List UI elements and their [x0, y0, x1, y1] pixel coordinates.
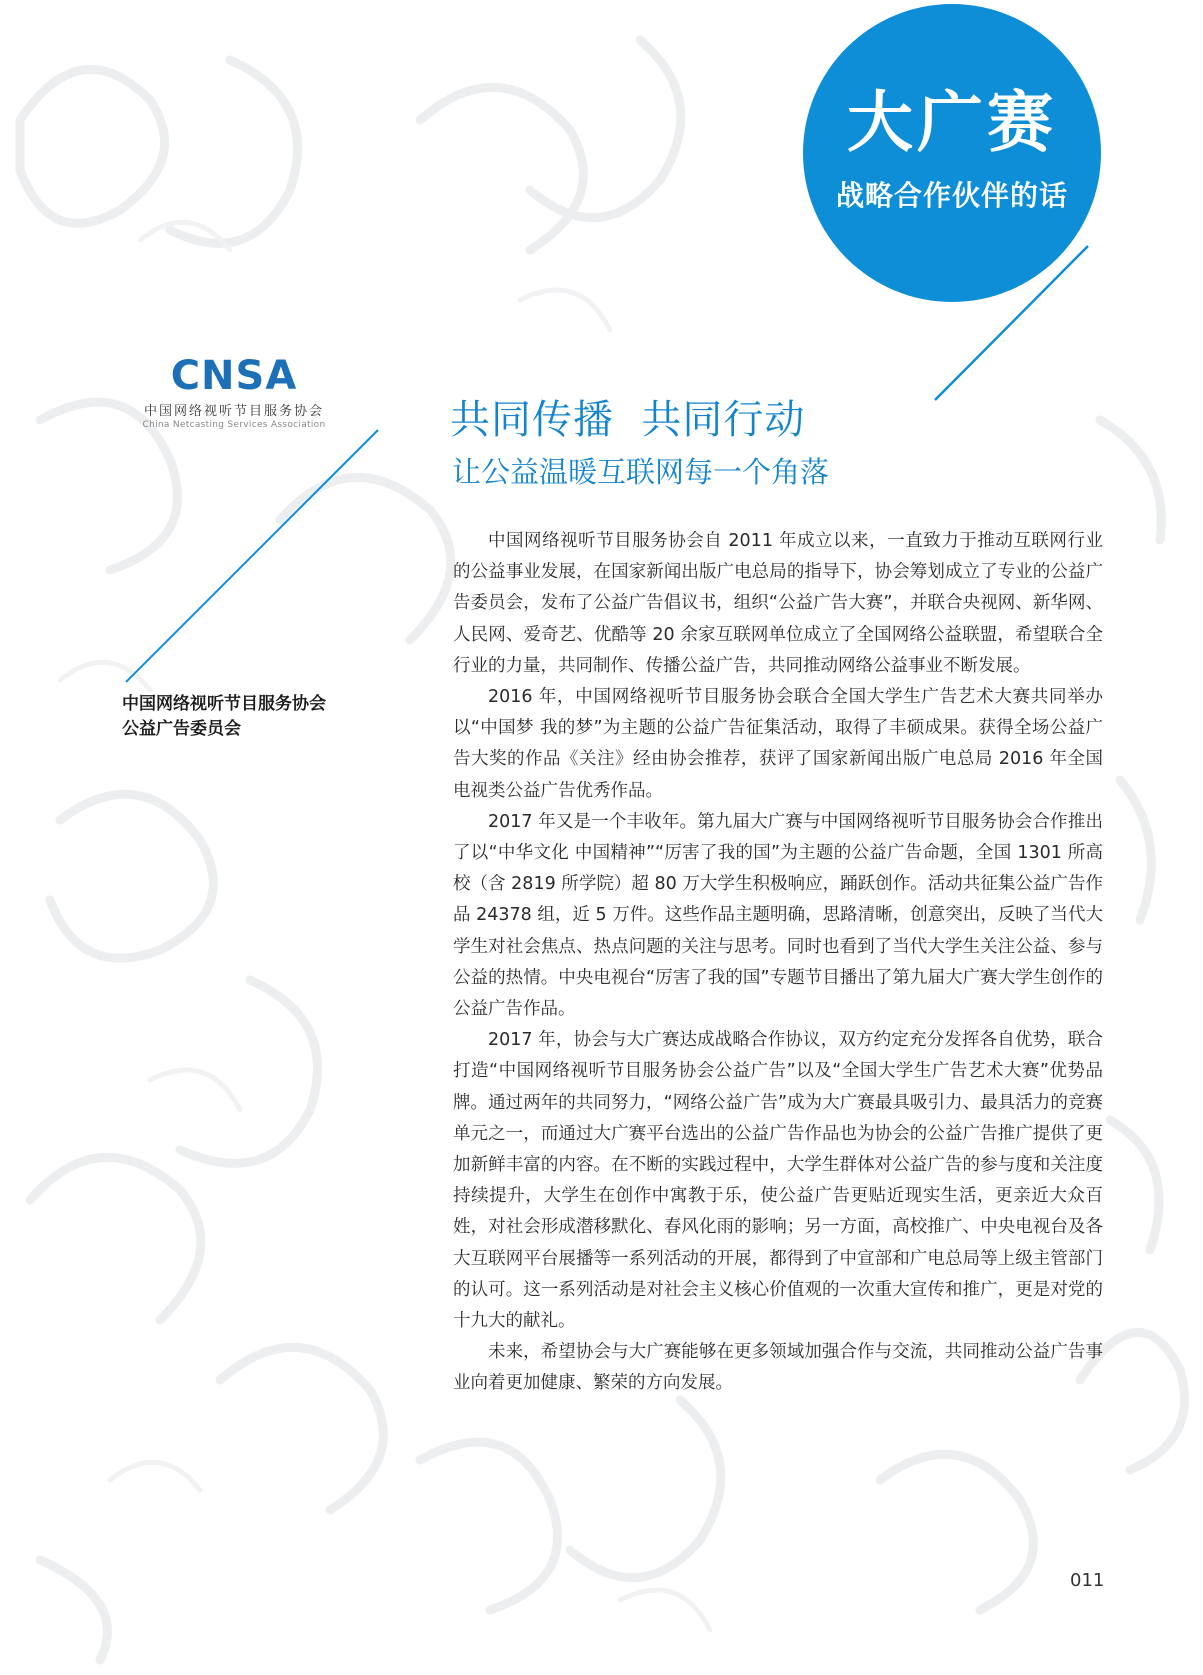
badge-subtitle: 战略合作伙伴的话 — [835, 179, 1068, 212]
paragraph: 中国网络视听节目服务协会自 2011 年成立以来，一直致力于推动互联网行业的公益事业发展，在国家新闻出版广电总局的指导下，协会筹划成立了专业的公益广告委员会，发布了公益广告倡议书，组织“公益广告大赛”，并联合央视网、新华网、人民网、爱奇艺、优酷等 20 余家互联网单位成立了全国网络公益联盟，希望联合全行业的力量，共同制作、传播公益广告，共同推动网络公益事业不断发展。 — [453, 531, 1103, 676]
org-line-1: 中国网络视听节目服务协会 — [122, 694, 326, 714]
paragraph: 2016 年，中国网络视听节目服务协会联合全国大学生广告艺术大赛共同举办以“中国梦 我的梦”为主题的公益广告征集活动，取得了丰硕成果。获得全场公益广告大奖的作品《关注》经由协会推荐，获评了国家新闻出版广电总局 2016 年全国电视类公益广告优秀作品。 — [453, 687, 1103, 801]
badge-title: 大广赛 — [847, 84, 1057, 161]
logo-mark: CNSA — [170, 353, 298, 399]
logo-name-en: China Netcasting Services Association — [142, 420, 326, 430]
logo-diagonal-line — [126, 430, 378, 682]
org-line-2: 公益广告委员会 — [122, 719, 241, 739]
section-badge — [803, 4, 1101, 302]
paragraph: 2017 年，协会与大广赛达成战略合作协议，双方约定充分发挥各自优势，联合打造“中国网络视听节目服务协会公益广告”以及“全国大学生广告艺术大赛”优势品牌。通过两年的共同努力，“网络公益广告”成为大广赛最具吸引力、最具活力的竞赛单元之一，而通过大广赛平台选出的公益广告作品也为协会的公益广告推广提供了更加新鲜丰富的内容。在不断的实践过程中，大学生群体对公益广告的参与度和关注度持续提升，大学生在创作中寓教于乐，使公益广告更贴近现实生活，更亲近大众百姓，对社会形成潜移默化、春风化雨的影响；另一方面，高校推广、中央电视台及各大互联网平台展播等一系列活动的开展，都得到了中宣部和广电总局等上级主管部门的认可。这一系列活动是对社会主义核心价值观的一次重大宣传和推广，更是对党的十九大的献礼。 — [453, 1030, 1103, 1332]
paragraph: 2017 年又是一个丰收年。第九届大广赛与中国网络视听节目服务协会合作推出了以“中华文化 中国精神”“厉害了我的国”为主题的公益广告命题，全国 1301 所高校（含 2819 所学院）超 80 万大学生积极响应，踊跃创作。活动共征集公益广告作品 24378 组，近 5 万件。这些作品主题明确，思路清晰，创意突出，反映了当代大学生对社会焦点、热点问题的关注与思考。同时也看到了当代大学生关注公益、参与公益的热情。中央电视台“厉害了我的国”专题节目播出了第九届大广赛大学生创作的公益广告作品。 — [453, 811, 1103, 1020]
article-body — [453, 526, 1103, 1400]
cnsa-logo — [118, 353, 350, 430]
article-headline: 共同传播 共同行动 — [450, 397, 806, 443]
paragraph: 未来，希望协会与大广赛能够在更多领域加强合作与交流，共同推动公益广告事业向着更加健康、繁荣的方向发展。 — [453, 1342, 1103, 1394]
logo-name-cn: 中国网络视听节目服务协会 — [143, 404, 324, 419]
article-subheadline: 让公益温暖互联网每一个角落 — [452, 455, 830, 489]
author-organization — [122, 692, 326, 742]
page-number: 011 — [1070, 1570, 1105, 1591]
